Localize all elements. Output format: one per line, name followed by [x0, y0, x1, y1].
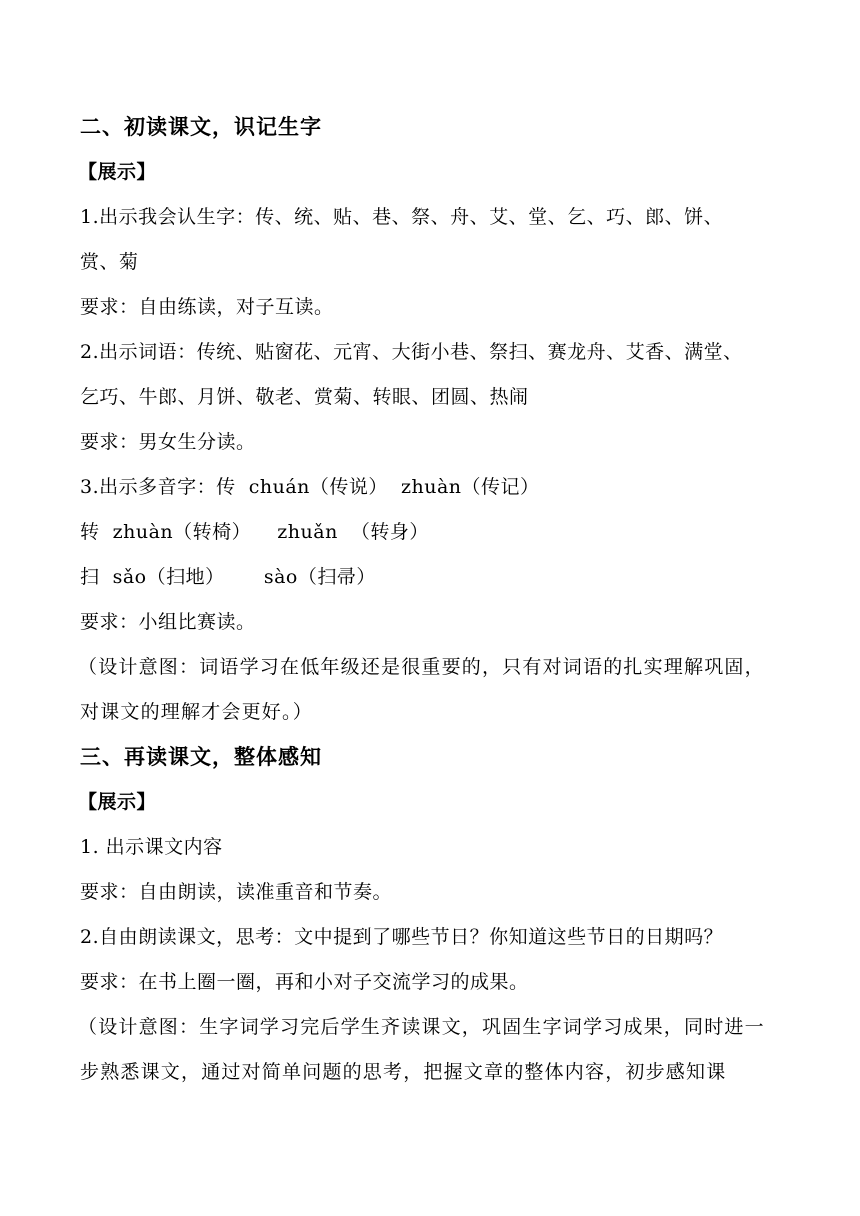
section-2-heading: 二、初读课文，识记生字: [80, 114, 322, 139]
section-2-item-3-line-1: 3.出示多音字：传 chuán（传说） zhuàn（传记）: [80, 476, 540, 498]
section-3-requirement-1: 要求：自由朗读，读准重音和节奏。: [80, 881, 393, 903]
section-3-heading: 三、再读课文，整体感知: [80, 744, 322, 769]
section-2-design-note-line-2: 对课文的理解才会更好。）: [80, 701, 313, 723]
section-2-requirement-2: 要求：男女生分读。: [80, 431, 256, 453]
section-3-requirement-2: 要求：在书上圈一圈，再和小对子交流学习的成果。: [80, 971, 529, 993]
section-3-show-tag: 【展示】: [78, 791, 157, 813]
section-3-item-2: 2.自由朗读课文，思考：文中提到了哪些节日？你知道这些节日的日期吗？: [80, 926, 724, 948]
section-2-item-3-line-3: 扫 sǎo（扫地） sào（扫帚）: [80, 566, 376, 588]
section-2-item-2-line-1: 2.出示词语：传统、贴窗花、元宵、大街小巷、祭扫、赛龙舟、艾香、满堂、: [80, 341, 743, 363]
section-2-design-note-line-1: （设计意图：词语学习在低年级还是很重要的，只有对词语的扎实理解巩固，: [78, 656, 765, 678]
section-2-show-tag: 【展示】: [78, 161, 157, 183]
section-2-item-1-line-2: 赏、菊: [80, 251, 139, 273]
section-2-item-3-line-2: 转 zhuàn（转椅） zhuǎn （转身）: [80, 521, 429, 543]
section-2-requirement-1: 要求：自由练读，对子互读。: [80, 296, 334, 318]
section-2-item-1-line-1: 1.出示我会认生字：传、统、贴、巷、祭、舟、艾、堂、乞、巧、郎、饼、: [80, 206, 724, 228]
section-3-design-note-line-2: 步熟悉课文，通过对简单问题的思考，把握文章的整体内容，初步感知课: [80, 1061, 727, 1083]
section-3-item-1: 1. 出示课文内容: [80, 836, 223, 858]
section-2-requirement-3: 要求：小组比赛读。: [80, 611, 256, 633]
section-3-design-note-line-1: （设计意图：生字词学习完后学生齐读课文，巩固生字词学习成果，同时进一: [78, 1016, 765, 1038]
section-2-item-2-line-2: 乞巧、牛郎、月饼、敬老、赏菊、转眼、团圆、热闹: [80, 386, 529, 408]
